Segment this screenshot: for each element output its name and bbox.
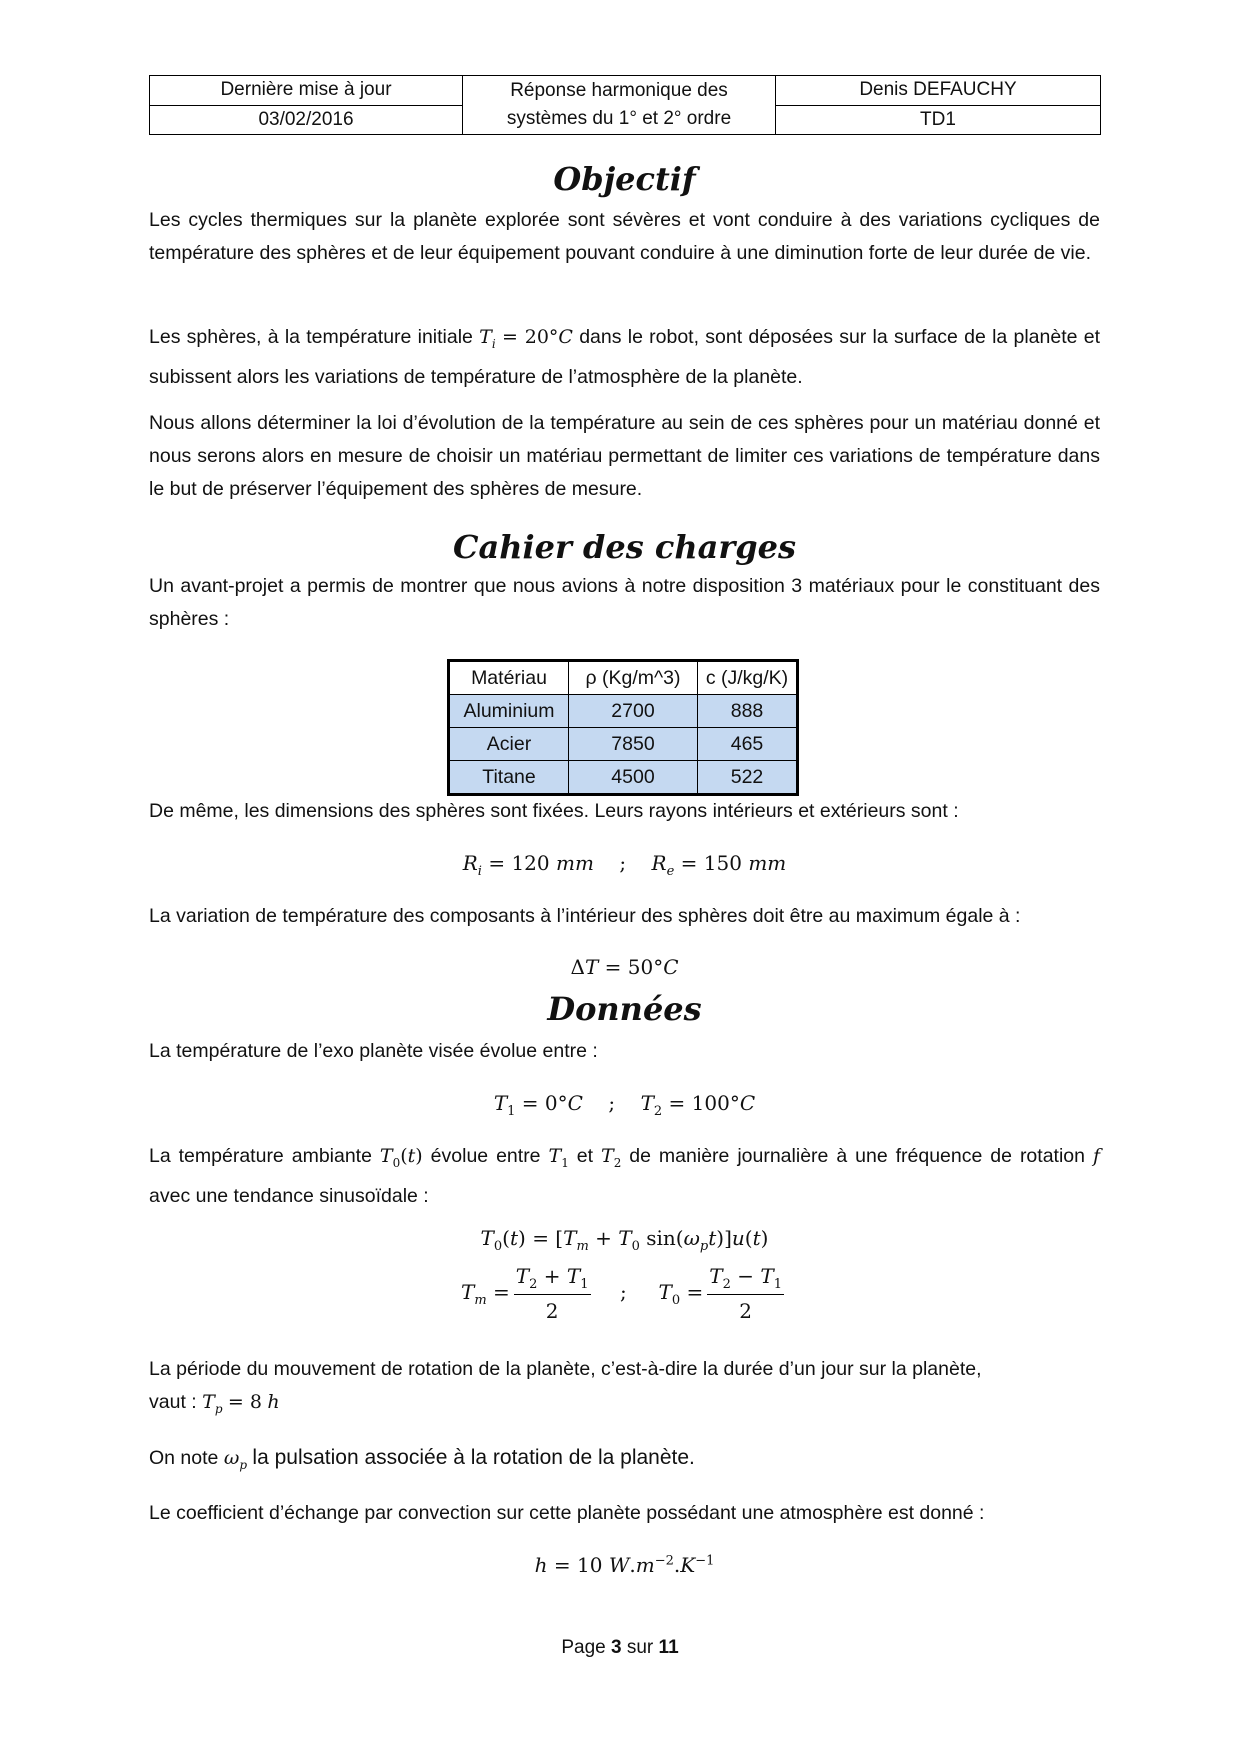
table-cell: 7850: [569, 728, 698, 761]
table-header-cell: c (J/kg/K): [698, 662, 797, 695]
document-code: TD1: [776, 105, 1101, 135]
table-cell: Acier: [450, 728, 569, 761]
formula-radii: $R_i = 120$ mm ; $R_e = 150$ mm: [462, 851, 787, 879]
donnees-paragraph-4: On note $\omega_p$ la pulsation associée à la rotation de la planète.: [149, 1446, 695, 1472]
donnees-paragraph-5: Le coefficient d’échange par convection sur cette planète possédant une atmosphère est donné :: [149, 1502, 985, 1524]
total-page-count: 11: [658, 1637, 679, 1658]
table-cell: 888: [698, 695, 797, 728]
subject-line-2: systèmes du 1° et 2° ordre: [506, 108, 732, 129]
formula-delta-t: ΔT = 50°C: [570, 955, 679, 979]
objectif-paragraph-1: Les cycles thermiques sur la planète explorée sont sévères et vont conduire à des variations cycliques de température des sphères et de leur équipement pouvant conduire à une diminution forte de leur durée de vie.: [149, 209, 1100, 264]
cahier-paragraph-1: Un avant-projet a permis de montrer que nous avions à notre disposition 3 matériaux pour le constituant des sphères :: [149, 575, 1100, 630]
cahier-paragraph-2: De même, les dimensions des sphères sont fixées. Leurs rayons intérieurs et extérieurs sont :: [149, 800, 959, 822]
formula-initial-temperature: $T_i$: [479, 326, 496, 351]
objectif-paragraph-3: Nous allons déterminer la loi d’évolution de la température au sein de ces sphères pour un matériau donné et nous serons alors en mesure de choisir un matériau permettant de limiter ces variations de température dans le but de préserver l’équipement des sphères de mesure.: [149, 412, 1100, 500]
last-update-date: 03/02/2016: [150, 105, 463, 135]
section-title-cahier: Cahier des charges: [453, 528, 796, 566]
table-cell: Aluminium: [450, 695, 569, 728]
section-title-objectif: Objectif: [553, 160, 696, 198]
table-row: [450, 728, 797, 761]
formula-convection-coefficient: h = 10 $W.m^{-2}.K^{-1}$: [534, 1553, 715, 1577]
objectif-paragraph-2: Les sphères, à la température initiale $T_i = 20^\circ C$ dans le robot, sont déposées sur la surface de la planète et subissent alors les variations de température de l’atmosphère de la planète.: [149, 326, 1100, 388]
formula-temperature-range: $T_1 = 0^\circ C$ ; $T_2 = 100^\circ C$: [493, 1091, 756, 1119]
donnees-paragraph-1: La température de l’exo planète visée évolue entre :: [149, 1040, 598, 1062]
table-cell: 465: [698, 728, 797, 761]
last-update-label: Dernière mise à jour: [150, 76, 463, 106]
table-header-cell: Matériau: [450, 662, 569, 695]
table-cell: 4500: [569, 761, 698, 794]
author-name: Denis DEFAUCHY: [776, 76, 1101, 106]
table-row: [450, 761, 797, 794]
table-header-row: [450, 662, 797, 695]
current-page-number: 3: [611, 1637, 622, 1658]
table-row: [450, 695, 797, 728]
donnees-paragraph-2: La température ambiante $T_0(t)$ évolue entre $T_1$ et $T_2$ de manière journalière à une fréquence de rotation f avec une tendance sinusoïdale :: [149, 1145, 1100, 1207]
table-cell: Titane: [450, 761, 569, 794]
formula-mean-and-amplitude: $T_m$ = $\frac{T_2 + T_1}{2}$ ; $T_0$ = $\frac{T_2 - T_1}{2}$: [461, 1264, 782, 1323]
page-footer: Page 3 sur 11: [561, 1637, 679, 1658]
formula-ambient-temperature: $T_0(t) = [T_m + T_0$ $\sin(\omega_pt)]u(t)$: [480, 1226, 769, 1254]
table-cell: 522: [698, 761, 797, 794]
table-cell: 2700: [569, 695, 698, 728]
materials-table: [449, 661, 797, 794]
subject-line-1: Réponse harmonique des: [510, 80, 728, 101]
cahier-paragraph-3: La variation de température des composants à l’intérieur des sphères doit être au maximum égale à :: [149, 905, 1021, 927]
section-title-donnees: Données: [547, 990, 702, 1028]
table-header-cell: ρ (Kg/m^3): [569, 662, 698, 695]
header-table: [149, 75, 1101, 135]
donnees-paragraph-3: La période du mouvement de rotation de la planète, c’est-à-dire la durée d’un jour sur la planète, vaut : $T_p = 8$ h: [149, 1358, 982, 1416]
document-subject: [463, 76, 776, 135]
